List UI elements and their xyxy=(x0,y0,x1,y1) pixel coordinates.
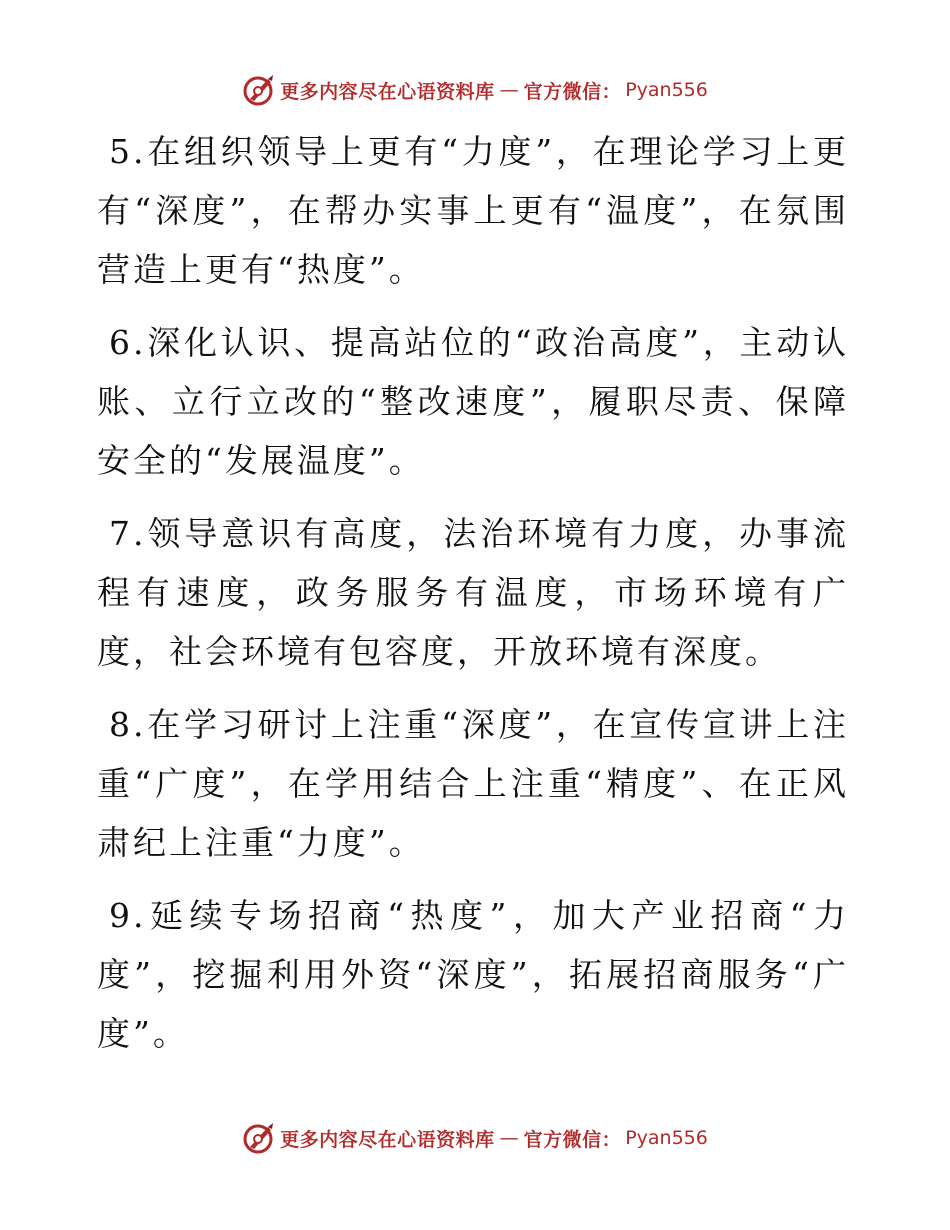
header-banner-account: Pyan556 xyxy=(625,79,708,101)
document-body xyxy=(97,122,849,1077)
paragraph-5: 5.在组织领导上更有“力度”，在理论学习上更有“深度”，在帮办实事上更有“温度”，在氛围营造上更有“热度”。 xyxy=(97,132,849,289)
header-banner-inner xyxy=(242,73,708,107)
header-banner-label: 官方微信： xyxy=(523,80,622,103)
paragraph-7: 7.领导意识有高度，法治环境有力度，办事流程有速度，政务服务有温度，市场环境有广度，社会环境有包容度，开放环境有深度。 xyxy=(97,514,849,671)
footer-banner xyxy=(0,1118,950,1158)
header-banner-separator: — xyxy=(499,79,519,101)
header-banner-text: 更多内容尽在心语资料库 xyxy=(280,80,495,103)
footer-banner-label: 官方微信： xyxy=(523,1128,622,1151)
footer-banner-inner xyxy=(242,1121,708,1155)
footer-banner-text: 更多内容尽在心语资料库 xyxy=(280,1128,495,1151)
paragraph-6: 6.深化认识、提高站位的“政治高度”，主动认账、立行立改的“整改速度”，履职尽责、保障安全的“发展温度”。 xyxy=(97,323,849,480)
footer-banner-account: Pyan556 xyxy=(625,1127,708,1149)
footer-banner-separator: — xyxy=(499,1127,519,1149)
paragraph-8: 8.在学习研讨上注重“深度”，在宣传宣讲上注重“广度”，在学用结合上注重“精度”、在正风肃纪上注重“力度”。 xyxy=(97,705,849,862)
quill-logo-icon xyxy=(242,73,276,107)
header-banner xyxy=(0,70,950,110)
paragraph-9: 9.延续专场招商“热度”，加大产业招商“力度”，挖掘利用外资“深度”，拓展招商服务“广度”。 xyxy=(97,896,849,1053)
quill-logo-icon xyxy=(242,1121,276,1155)
